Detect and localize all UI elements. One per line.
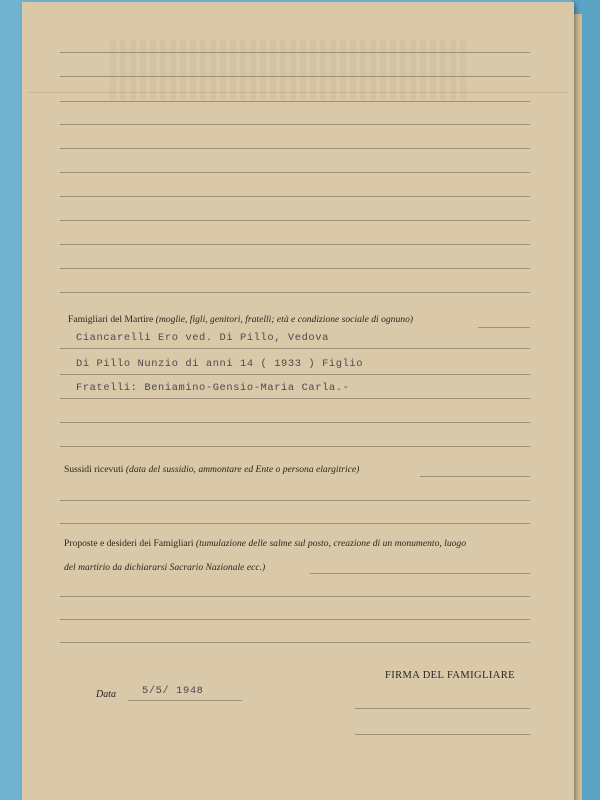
blank-line: [60, 292, 530, 293]
blank-line: [60, 124, 530, 125]
blank-line: [60, 148, 530, 149]
blank-line: [60, 101, 530, 102]
blank-line: [60, 244, 530, 245]
signature-line: [355, 708, 530, 709]
famigliari-entry-2: Di Pillo Nunzio di anni 14 ( 1933 ) Figlio: [76, 358, 364, 370]
sussidi-label: Sussidi ricevuti (data del sussidio, ammontare ed Ente o persona elargitrice): [64, 464, 360, 475]
answer-line: [420, 476, 530, 477]
blank-line: [60, 220, 530, 221]
proposte-label: Proposte e desideri dei Famigliari (tumulazione delle salme sul posto, creazione di un monumento, luogo: [64, 538, 467, 549]
blank-line: [60, 596, 530, 597]
signature-line: [355, 734, 530, 735]
bleed-through-text: [110, 40, 470, 100]
data-label: Data: [96, 689, 116, 700]
blank-line: [60, 196, 530, 197]
proposte-hint-2: del martirio da dichiararsi Sacrario Nazionale ecc.): [64, 562, 266, 573]
blank-line: [60, 422, 530, 423]
blank-line: [60, 642, 530, 643]
answer-line: [310, 573, 530, 574]
blank-line: [60, 500, 530, 501]
blank-line: [60, 268, 530, 269]
proposte-hint-1: (tumulazione delle salme sul posto, creazione di un monumento, luogo: [195, 538, 467, 549]
blank-line: [60, 172, 530, 173]
data-line: [128, 700, 242, 701]
sussidi-hint: (data del sussidio, ammontare ed Ente o persona elargitrice): [125, 464, 360, 475]
page-fold: [28, 92, 568, 93]
answer-line: [478, 327, 530, 328]
answer-line: [60, 348, 530, 349]
data-value: 5/5/ 1948: [142, 685, 204, 697]
blank-line: [60, 523, 530, 524]
famigliari-entry-3: Fratelli: Beniamino-Gensio-Maria Carla.-: [76, 382, 350, 394]
famigliari-entry-1: Ciancarelli Ero ved. Di Pillo, Vedova: [76, 332, 329, 344]
firma-label: FIRMA DEL FAMIGLIARE: [385, 670, 515, 681]
blank-line: [60, 52, 530, 53]
answer-line: [60, 398, 530, 399]
blank-line: [60, 76, 530, 77]
blank-line: [60, 446, 530, 447]
blank-line: [60, 619, 530, 620]
famigliari-hint: (moglie, figli, genitori, fratelli; età e condizione sociale di ognuno): [155, 314, 414, 325]
famigliari-label: Famigliari del Martire (moglie, figli, genitori, fratelli; età e condizione sociale di ognuno): [68, 314, 414, 325]
answer-line: [60, 374, 530, 375]
